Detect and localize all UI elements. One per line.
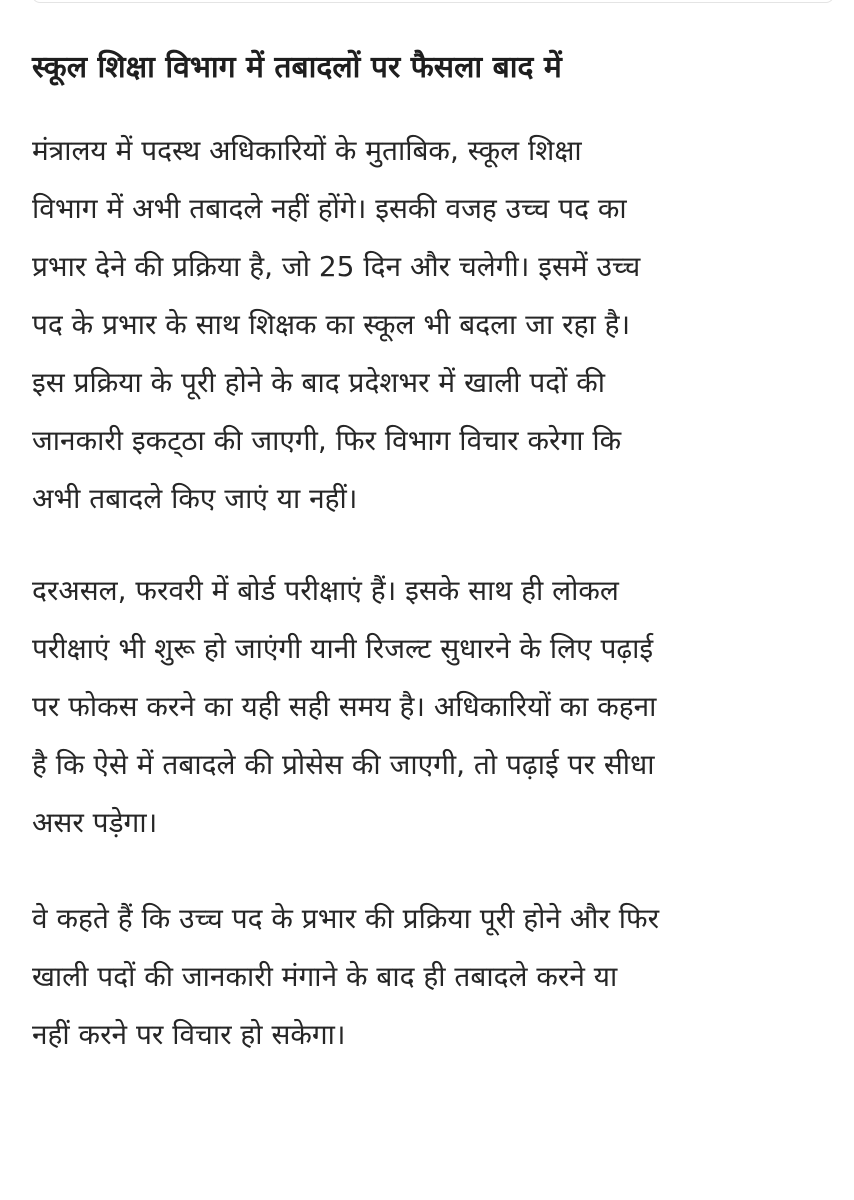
paragraph-line: दरअसल, फरवरी में बोर्ड परीक्षाएं हैं। इसके साथ ही लोकल — [32, 574, 619, 607]
article-body — [32, 44, 832, 1064]
paragraph-line: असर पड़ेगा। — [32, 806, 158, 839]
paragraph-line: है कि ऐसे में तबादले की प्रोसेस की जाएगी, तो पढ़ाई पर सीधा — [32, 748, 655, 781]
article-paragraph — [32, 562, 832, 852]
paragraph-line: वे कहते हैं कि उच्च पद के प्रभार की प्रक्रिया पूरी होने और फिर — [32, 902, 660, 935]
article-headline: स्कूल शिक्षा विभाग में तबादलों पर फैसला बाद में — [32, 50, 562, 85]
paragraph-line: खाली पदों की जानकारी मंगाने के बाद ही तबादले करने या — [32, 960, 618, 993]
paragraph-line: मंत्रालय में पदस्थ अधिकारियों के मुताबिक, स्कूल शिक्षा — [32, 134, 582, 167]
paragraph-line: परीक्षाएं भी शुरू हो जाएंगी यानी रिजल्ट सुधारने के लिए पढ़ाई — [32, 632, 654, 665]
paragraph-line: इस प्रक्रिया के पूरी होने के बाद प्रदेशभर में खाली पदों की — [32, 366, 606, 399]
paragraph-line: नहीं करने पर विचार हो सकेगा। — [32, 1018, 346, 1051]
paragraph-line: प्रभार देने की प्रक्रिया है, जो 25 दिन और चलेगी। इसमें उच्च — [32, 250, 641, 283]
paragraph-line: विभाग में अभी तबादले नहीं होंगे। इसकी वजह उच्च पद का — [32, 192, 627, 225]
article-paragraph — [32, 122, 832, 528]
article-paragraph — [32, 890, 832, 1064]
previous-card-edge — [32, 0, 834, 3]
paragraph-line: जानकारी इकट्‌ठा की जाएगी, फिर विभाग विचार करेगा कि — [32, 424, 622, 457]
paragraph-line: पद के प्रभार के साथ शिक्षक का स्कूल भी बदला जा रहा है। — [32, 308, 631, 341]
paragraph-line: पर फोकस करने का यही सही समय है। अधिकारियों का कहना — [32, 690, 657, 723]
paragraph-line: अभी तबादले किए जाएं या नहीं। — [32, 482, 358, 515]
